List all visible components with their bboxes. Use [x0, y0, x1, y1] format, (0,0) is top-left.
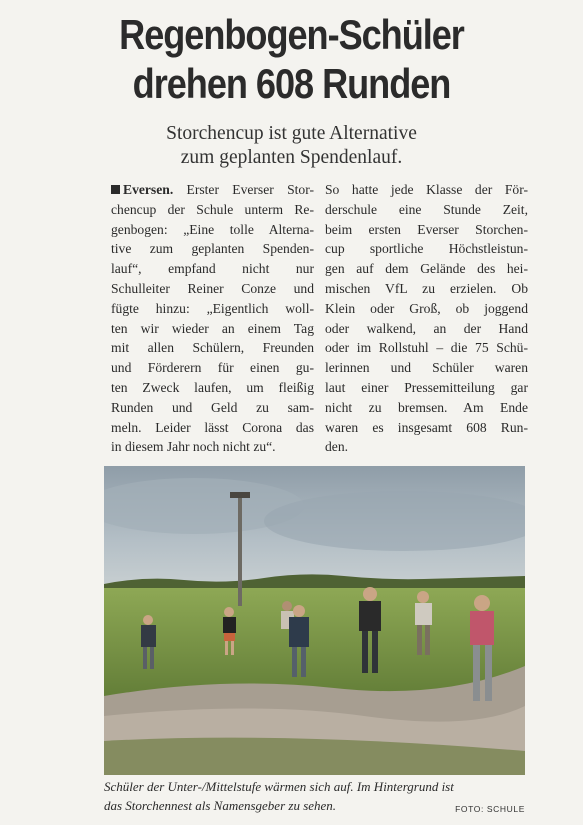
line-text: fügte hinzu: „Eigentlich woll-: [111, 300, 314, 316]
line-text: beim ersten Everser Storchen-: [325, 221, 528, 237]
article-text-line: [325, 279, 528, 299]
line-text: Schulleiter Reiner Conze und: [111, 280, 314, 296]
article-text-line: [111, 418, 314, 438]
line-text: cup sportliche Höchstleistun-: [325, 241, 528, 257]
line-text: den.: [325, 439, 349, 455]
article-text-line: [111, 319, 314, 339]
line-text: waren es insgesamt 608 Run-: [325, 419, 528, 435]
article-text-line: [111, 299, 314, 319]
article-text-line: [111, 398, 314, 418]
article-text-line: [111, 358, 314, 378]
line-text: nicht zu bremsen. Am Ende: [325, 399, 528, 415]
article-text-line: [111, 200, 314, 220]
line-text: So hatte jede Klasse der För-: [325, 182, 528, 197]
article-text-line: [325, 239, 528, 259]
stork-nest: [230, 492, 250, 498]
line-text: mischen VfL zu erzielen. Ob: [325, 280, 528, 296]
article-text-line: [325, 319, 528, 339]
line-text: genbogen: „Eine tolle Alterna-: [111, 221, 314, 237]
article-text-line: [325, 299, 528, 319]
line-text: gen auf dem Gelände des hei-: [325, 261, 528, 277]
line-text: laut einer Pressemitteilung gar: [325, 379, 528, 395]
subheadline: [40, 122, 543, 170]
line-text: oder im Rollstuhl – die 75 Schü-: [325, 340, 528, 356]
caption-line-2: das Storchennest als Namensgeber zu sehen.: [104, 797, 337, 813]
article-text-line: [111, 239, 314, 259]
line-text: Klein oder Groß, ob joggend: [325, 300, 528, 316]
headline-line-2: drehen 608 Runden: [132, 60, 451, 107]
article-text-line: [325, 358, 528, 378]
article-text-line: [325, 437, 528, 457]
article-text-line: [111, 437, 314, 457]
article-text-line: [325, 220, 528, 240]
line-text: meln. Leider lässt Corona das: [111, 419, 314, 435]
subheadline-line-1: Storchencup ist gute Alternative: [166, 123, 417, 144]
line-text: in diesem Jahr noch nicht zu“.: [111, 439, 276, 455]
article-column-left: [111, 180, 314, 457]
article-column-right: [325, 180, 528, 457]
article-text-line: [111, 279, 314, 299]
photo-credit: FOTO: SCHULE: [455, 804, 525, 814]
headline-line-1: Regenbogen-Schüler: [119, 11, 464, 58]
article-text-line: [111, 338, 314, 358]
dateline: Eversen.: [123, 182, 174, 197]
line-text: ten wir wieder an einem Tag: [111, 320, 314, 336]
line-text: Erster Everser Stor-: [173, 182, 314, 197]
photo-illustration: [104, 466, 525, 775]
article-text-line: [325, 418, 528, 438]
article-text-line: [111, 378, 314, 398]
article-text-line: [325, 200, 528, 220]
subheadline-line-2: zum geplanten Spendenlauf.: [180, 147, 403, 168]
article-text-line: [325, 398, 528, 418]
line-text: mit allen Schülern, Freunden: [111, 340, 314, 356]
line-text: derschule eine Stunde Zeit,: [325, 201, 528, 217]
line-text: lerinnen und Schüler waren: [325, 360, 528, 376]
caption-line-1: Schüler der Unter-/Mittelstufe wärmen sich auf. Im Hintergrund ist: [104, 779, 454, 794]
headline: [58, 10, 525, 108]
line-text: Runden und Geld zu sam-: [111, 399, 314, 415]
article-text-line: [325, 338, 528, 358]
line-text: tive zum geplanten Spenden-: [111, 241, 314, 257]
article-text-line: [111, 180, 314, 200]
line-text: ten Zweck laufen, um fleißig: [111, 379, 314, 395]
line-text: chencup der Schule unterm Re-: [111, 201, 314, 217]
line-text: und Förderern für einen gu-: [111, 360, 314, 376]
line-text: lauf“, empfand nicht nur: [111, 261, 314, 277]
article-text-line: [325, 378, 528, 398]
stork-nest-pole: [238, 496, 242, 606]
article-text-line: [111, 259, 314, 279]
article-text-line: [325, 259, 528, 279]
line-text: oder walkend, an der Hand: [325, 320, 528, 336]
article-text-line: [325, 180, 528, 200]
article-text-line: [111, 220, 314, 240]
article-photo: [104, 466, 525, 775]
dateline-square-icon: [111, 185, 120, 194]
